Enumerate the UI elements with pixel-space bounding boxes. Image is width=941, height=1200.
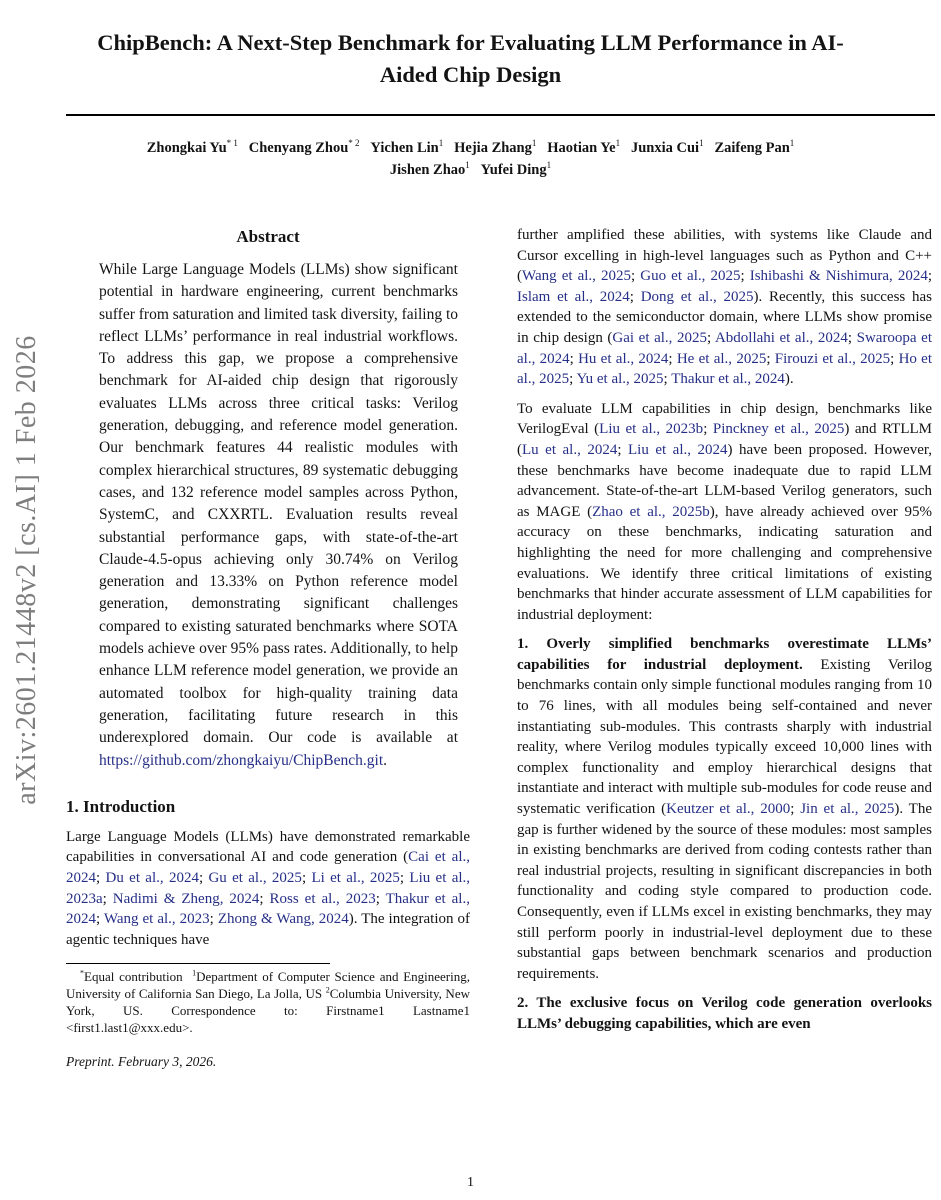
citation-link[interactable]: Keutzer et al., 2000: [666, 801, 791, 818]
two-column-body: [66, 225, 941, 1070]
citation-link[interactable]: Ho et al., 2025: [517, 350, 933, 388]
citation-link[interactable]: Liu et al., 2023b: [599, 421, 704, 438]
arxiv-watermark: arXiv:2601.21448v2 [cs.AI] 1 Feb 2026: [11, 335, 42, 805]
citation-link[interactable]: Islam et al., 2024: [517, 288, 630, 305]
author-row: Jishen Zhao$^1$ Yufei Ding$^1$: [389, 160, 552, 178]
citation-link[interactable]: Pinckney et al., 2025: [712, 421, 845, 438]
citation-link[interactable]: Gu et al., 2025: [208, 870, 302, 887]
section-heading-introduction: 1. Introduction: [66, 796, 176, 816]
citation-link[interactable]: Cai et al., 2024: [66, 849, 470, 887]
citation-link[interactable]: Dong et al., 2025: [640, 288, 754, 305]
citation-link[interactable]: Zhong & Wang, 2024: [217, 911, 349, 928]
citation-link[interactable]: Yu et al., 2025: [576, 371, 664, 388]
paper-title: ChipBench: A Next-Step Benchmark for Evaluating LLM Performance in AI-Aided Chip Design: [97, 30, 844, 87]
footnote-text: *Equal contribution $^1$Department of Computer Science and Engineering, University of California San Diego, La Jolla, US $^2$Columbia University, New York, US. Correspondence to: Firstname1 Lastname1 <first1.last1@xxx.edu>.: [66, 969, 470, 1036]
author-block: [0, 137, 941, 181]
citation-link[interactable]: Ishibashi & Nishimura, 2024: [749, 268, 928, 285]
body-paragraph: 2. The exclusive focus on Verilog code generation overlooks LLMs’ debugging capabilities, which are even: [517, 995, 932, 1032]
author-row: Zhongkai Yu$^{* 1}$ Chenyang Zhou$^{* 2}$ Yichen Lin$^1$ Hejia Zhang$^1$ Haotian Ye$^1$ Junxia Cui$^1$ Zaifeng Pan$^1$: [146, 138, 795, 156]
left-column: [66, 225, 470, 1070]
body-paragraph: further amplified these abilities, with systems like Claude and Cursor excelling in high-level languages such as Python and C++ (Wang et al., 2025; Guo et al., 2025; Ishibashi & Nishimura, 2024; Islam et al., 2024; Dong et al., 2025). Recently, this success has extended to the semiconductor domain, where LLMs show promise in chip design (Gai et al., 2025; Abdollahi et al., 2024; Swaroopa et al., 2024; Hu et al., 2024; He et al., 2025; Firouzi et al., 2025; Ho et al., 2025; Yu et al., 2025; Thakur et al., 2024).: [517, 227, 933, 388]
citation-link[interactable]: Zhao et al., 2025b: [592, 503, 710, 520]
right-column: [517, 225, 932, 1070]
citation-link[interactable]: Liu et al., 2023a: [66, 870, 471, 907]
citation-link[interactable]: He et al., 2025: [676, 350, 767, 367]
citation-link[interactable]: Nadimi & Zheng, 2024: [112, 890, 260, 907]
body-paragraph: 1. Overly simplified benchmarks overestimate LLMs’ capabilities for industrial deployment. Existing Verilog benchmarks contain only simple functional modules ranging from 10 to 76 lines, with all modules being self-contained and never instantiating sub-modules. This contrasts sharply with industrial reality, where Verilog modules typically exceed 10,000 lines with complex functionality and employ hierarchical designs that instantiate and interact with multiple sub-modules for code reuse and systematic verification (Keutzer et al., 2000; Jin et al., 2025). The gap is further widened by the source of these modules: most samples in existing benchmarks are derived from coding contests rather than real industrial projects, resulting in significant discrepancies in both functionality and coding style compared to production code. Consequently, even if LLMs excel in existing benchmarks, they may still perform poorly in industrial-level deployment due to these substantial gaps between benchmark scenarios and production requirements.: [517, 636, 933, 982]
abstract-text: While Large Language Models (LLMs) show significant potential in hardware engineering, current benchmarks suffer from saturation and limited task diversity, failing to reflect LLMs’ performance in real industrial workflows. To address this gap, we propose a comprehensive benchmark for AI-aided chip design that rigorously evaluates LLMs across three critical tasks: Verilog generation, debugging, and reference model generation. Our benchmark features 44 realistic modules with complex hierarchical structures, 89 systematic debugging cases, and 132 reference model samples across Python, SystemC, and CXXRTL. Evaluation results reveal substantial performance gaps, with state-of-the-art Claude-4.5-opus achieving only 30.74% on Verilog generation and 13.33% on Python reference model generation, demonstrating significant challenges compared to existing saturated benchmarks where SOTA models achieve over 95% pass rates. Additionally, to help enhance LLM reference model generation, we provide an automated toolbox for high-quality training data generation, facilitating future research in this underexplored domain. Our code is available at https://github.com/zhongkaiyu/ChipBench.git.: [99, 261, 459, 769]
citation-link[interactable]: Jin et al., 2025: [800, 801, 895, 818]
github-url-link[interactable]: https://github.com/zhongkaiyu/ChipBench.git: [99, 751, 384, 769]
citation-link[interactable]: Thakur et al., 2024: [671, 371, 785, 388]
citation-link[interactable]: Li et al., 2025: [311, 870, 400, 887]
citation-link[interactable]: Hu et al., 2024: [578, 350, 669, 367]
introduction-paragraph: Large Language Models (LLMs) have demonstrated remarkable capabilities in conversational AI and code generation (Cai et al., 2024; Du et al., 2024; Gu et al., 2025; Li et al., 2025; Liu et al., 2023a; Nadimi & Zheng, 2024; Ross et al., 2023; Thakur et al., 2024; Wang et al., 2023; Zhong & Wang, 2024). The integration of agentic techniques have: [66, 828, 471, 948]
citation-link[interactable]: Lu et al., 2024: [522, 441, 618, 458]
citation-link[interactable]: Ross et al., 2023: [269, 890, 376, 907]
citation-link[interactable]: Abdollahi et al., 2024: [714, 329, 848, 346]
preprint-notice: Preprint. February 3, 2026.: [66, 1054, 217, 1070]
citation-link[interactable]: Swaroopa et al., 2024: [517, 329, 933, 367]
footnote-divider: [66, 963, 330, 964]
citation-link[interactable]: Firouzi et al., 2025: [774, 350, 891, 367]
page-number: 1: [467, 1175, 474, 1190]
citation-link[interactable]: Gai et al., 2025: [612, 329, 707, 346]
citation-link[interactable]: Liu et al., 2024: [628, 441, 728, 458]
citation-link[interactable]: Du et al., 2024: [105, 870, 199, 887]
abstract-heading: Abstract: [236, 227, 300, 246]
citation-link[interactable]: Guo et al., 2025: [640, 268, 741, 285]
body-paragraph: To evaluate LLM capabilities in chip design, benchmarks like VerilogEval (Liu et al., 2023b; Pinckney et al., 2025) and RTLLM (Lu et al., 2024; Liu et al., 2024) have been proposed. However, these benchmarks have become inadequate due to rapid LLM advancement. State-of-the-art LLM-based Verilog generators, such as MAGE (Zhao et al., 2025b), have already achieved over 95% accuracy on these benchmarks, indicating saturation and highlighting the need for more challenging and comprehensive evaluations. We identify three critical limitations of existing benchmarks that hinder accurate assessment of LLM capabilities for industrial deployment:: [517, 400, 932, 623]
title-divider: [66, 114, 935, 116]
citation-link[interactable]: Wang et al., 2023: [103, 911, 210, 928]
citation-link[interactable]: Thakur et al., 2024: [66, 890, 470, 928]
citation-link[interactable]: Wang et al., 2025: [522, 268, 631, 285]
